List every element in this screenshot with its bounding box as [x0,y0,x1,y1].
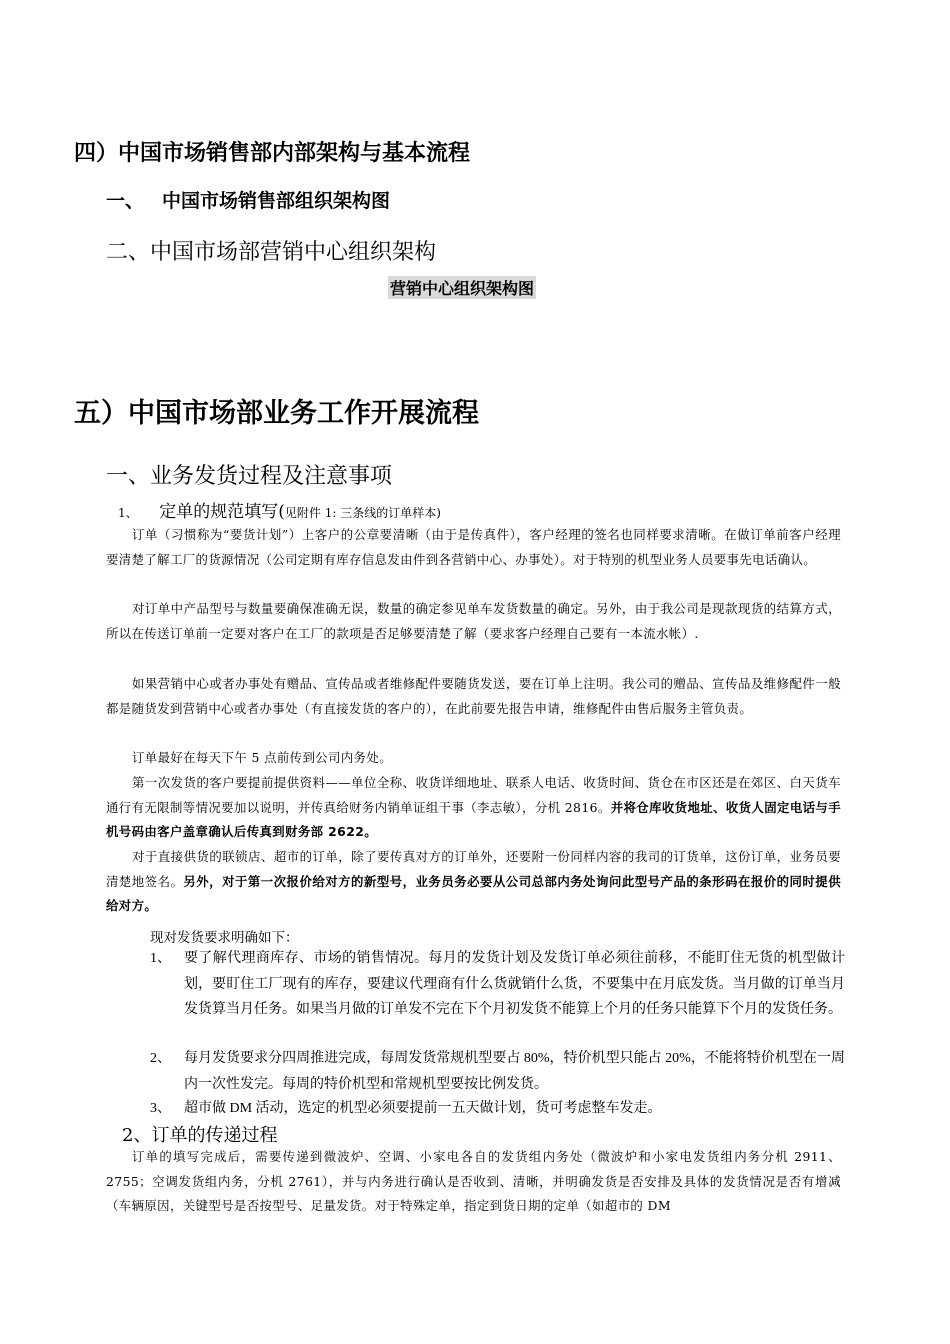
requirement-item-1 [150,946,845,1023]
paragraph-6 [106,845,841,919]
item-1-number: 一、 [106,190,145,212]
subsection-1-1-number: 1、 [118,506,138,520]
paragraph-2: 对订单中产品型号与数量要确保准确无误，数量的确定参见单车发货数量的确定。另外，由于我公司是现款现货的结算方式，所以在传送订单前一定要对客户在工厂的款项是否足够要清楚了解（要求客户经理自己要有一本流水帐）. [106,601,841,641]
section-5-heading: 五）中国市场部业务工作开展流程 [74,398,479,429]
requirement-item-2 [150,1046,845,1097]
item-1-text: 中国市场销售部组织架构图 [162,190,391,212]
subsection-1-1-note: 见附件 1: 三条线的订单样本) [284,506,441,520]
requirement-item-3 [150,1096,845,1122]
section-4-item-1 [106,186,390,213]
section-5-subheading-1: 一、业务发货过程及注意事项 [106,464,393,489]
requirement-number: 3、 [150,1101,171,1116]
subsection-2-heading: 2、订单的传递过程 [122,1125,278,1146]
section-4-item-2: 二、中国市场部营销中心组织架构 [106,240,437,265]
subsection-1-1-heading [118,497,441,522]
paragraph-5-emphasis: 并将仓库收货地址、收货人固定电话与手机号码由客户盖章确认后传真到财务部 2622。 [106,799,841,839]
requirement-text: 超市做 DM 活动，选定的机型必须要提前一五天做计划，货可考虑整车发走。 [184,1101,662,1116]
paragraph-7: 订单的填写完成后，需要传递到微波炉、空调、小家电各自的发货组内务处（微波炉和小家电发货组内务分机 2911、2755；空调发货组内务，分机 2761），并与内务进行确认是否收到、清晰，并明确发货是否安排及具体的发货情况是否有增减（车辆原因，关键型号是否按型号、足量发货。对于特殊定单，指定到货日期的定单（如超市的 DM [106,1149,841,1213]
paragraph-4: 订单最好在每天下午 5 点前传到公司内务处。 [132,750,392,765]
requirement-number: 1、 [150,951,171,966]
requirement-text: 要了解代理商库存、市场的销售情况。每月的发货计划及发货订单必须往前移，不能盯住无货的机型做计划，要盯住工厂现有的库存，要建议代理商有什么货就销什么货，不要集中在月底发货。当月做的订单当月发货算当月任务。如果当月做的订单发不完在下个月初发货不能算上个月的任务只能算下个月的发货任务。 [184,951,845,1017]
paragraph-5-text: 第一次发货的客户要提前提供资料——单位全称、收货详细地址、联系人电话、收货时间、货仓在市区还是在郊区、白天货车通行有无限制等情况要加以说明，并传真给财务内销单证组干事（李志敏），分机 2816。 [106,775,841,815]
paragraph-3: 如果营销中心或者办事处有赠品、宣传品或者维修配件要随货发送，要在订单上注明。我公司的赠品、宣传品及维修配件一般都是随货发到营销中心或者办事处（有直接发货的客户的），在此前要先报告申请，维修配件由售后服务主管负责。 [106,676,841,716]
requirement-text: 每月发货要求分四周推进完成，每周发货常规机型要占 80%，特价机型只能占 20%，不能将特价机型在一周内一次性发完。每周的特价机型和常规机型要按比例发货。 [184,1051,845,1092]
subsection-1-1-title: 定单的规范填写( [159,502,285,522]
paragraph-6-text: 对于直接供货的联锁店、超市的订单，除了要传真对方的订单外，还要附一份同样内容的我司的订货单，这份订单，业务员要清楚地签名。 [106,849,841,889]
paragraph-5 [106,771,841,845]
requirement-number: 2、 [150,1051,171,1066]
paragraph-1: 订单（习惯称为“要货计划”）上客户的公章要清晰（由于是传真件），客户经理的签名也同样要求清晰。在做订单前客户经理要清楚了解工厂的货源情况（公司定期有库存信息发由件到各营销中心、办事处）。对于特别的机型业务人员要事先电话确认。 [106,527,841,567]
org-chart-caption: 营销中心组织架构图 [388,276,536,299]
section-4-heading: 四）中国市场销售部内部架构与基本流程 [74,141,471,166]
requirements-intro: 现对发货要求明确如下： [150,930,299,945]
paragraph-6-emphasis: 另外，对于第一次报价给对方的新型号，业务员务必要从公司总部内务处询问此型号产品的条形码在报价的同时提供给对方。 [106,873,841,913]
